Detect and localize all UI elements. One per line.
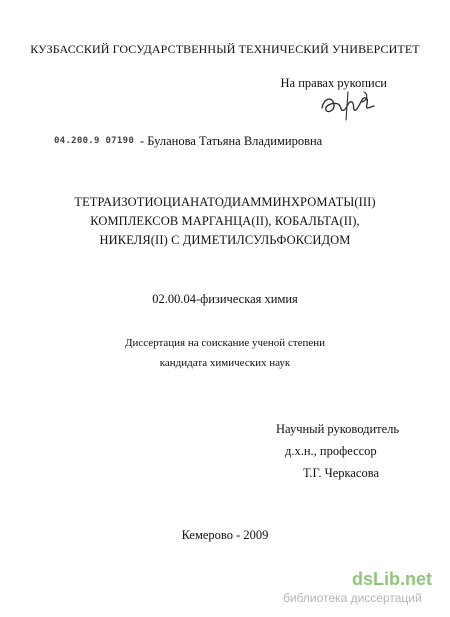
title-line-3: НИКЕЛЯ(II) С ДИМЕТИЛСУЛЬФОКСИДОМ	[99, 233, 351, 247]
watermark-subtitle: библиотека диссертаций	[283, 591, 422, 605]
title-line-1: ТЕТРАИЗОТИОЦИАНАТОДИАММИНХРОМАТЫ(III)	[74, 195, 376, 209]
manuscript-rights-notice: На правах рукописи	[280, 76, 387, 90]
degree-line-2: кандидата химических наук	[159, 357, 291, 369]
handwritten-signature	[318, 86, 378, 126]
degree-statement	[0, 333, 450, 373]
specialty-code: 02.00.04-физическая химия	[152, 292, 298, 306]
dissertation-title	[0, 193, 450, 250]
watermark-logo: dsLib.net	[352, 569, 432, 589]
title-line-2: КОМПЛЕКСОВ МАРГАНЦА(II), КОБАЛЬТА(II),	[90, 214, 360, 228]
supervisor-block	[276, 418, 399, 484]
archive-stamp-number: 04.200.9 07190	[54, 136, 135, 146]
author-name: - Буланова Татьяна Владимировна	[140, 134, 323, 148]
supervisor-name: Т.Г. Черкасова	[303, 466, 380, 480]
city-year: Кемерово - 2009	[181, 528, 269, 542]
supervisor-title: Научный руководитель	[276, 422, 400, 436]
university-name: КУЗБАССКИЙ ГОСУДАРСТВЕННЫЙ ТЕХНИЧЕСКИЙ УНИВЕРСИТЕТ	[30, 42, 420, 56]
degree-line-1: Диссертация на соискание ученой степени	[124, 337, 326, 349]
supervisor-degree: д.х.н., профессор	[285, 444, 377, 458]
